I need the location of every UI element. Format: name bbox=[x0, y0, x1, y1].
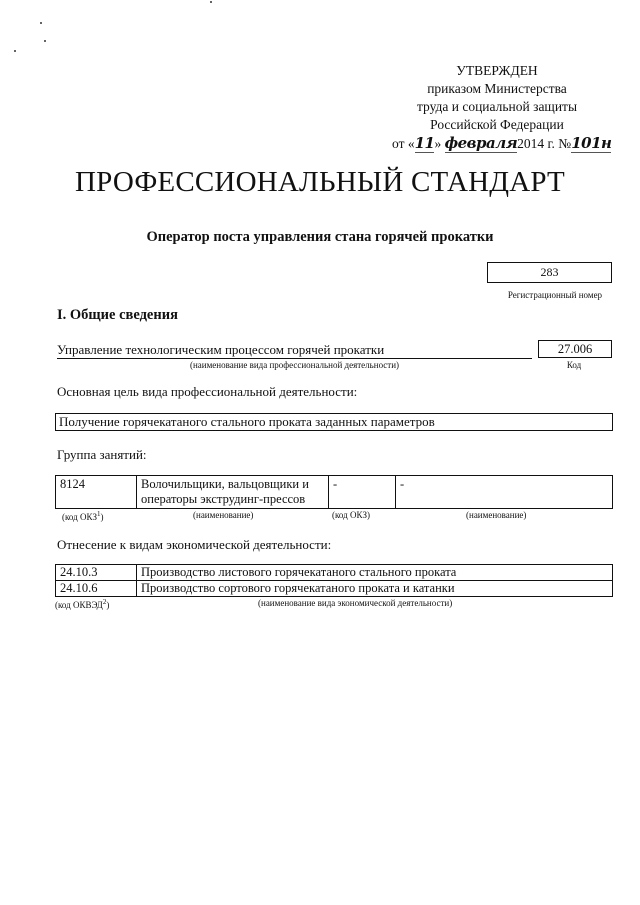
activity-code-box: 27.006 bbox=[538, 340, 612, 358]
group-label: Группа занятий: bbox=[57, 447, 147, 462]
date-prefix: от « bbox=[392, 136, 415, 151]
okz-code-caption-end: ) bbox=[100, 512, 104, 522]
okz-name-line-2: операторы экструдинг-прессов bbox=[141, 492, 306, 506]
okved-name-cell: Производство сортового горячекатаного проката и катанки bbox=[137, 581, 613, 597]
scan-speck bbox=[40, 22, 42, 24]
okved-label: Отнесение к видам экономической деятельности: bbox=[57, 537, 332, 552]
page-title: ПРОФЕССИОНАЛЬНЫЙ СТАНДАРТ bbox=[75, 166, 565, 198]
okz-name-cell bbox=[137, 476, 329, 509]
order-number: 101н bbox=[571, 134, 612, 152]
okved-table bbox=[55, 564, 613, 597]
activity-caption: (наименование вида профессиональной деятельности) bbox=[189, 360, 400, 370]
activity-name bbox=[57, 342, 532, 359]
occupation-group-table bbox=[55, 475, 613, 509]
footnote-mark: 1 bbox=[97, 510, 101, 518]
date-sep: » bbox=[434, 136, 445, 151]
okz-name-caption-2: (наименование) bbox=[466, 510, 527, 520]
approval-block bbox=[392, 62, 612, 153]
registration-number-box: 283 bbox=[487, 262, 612, 283]
okz-code-caption-text: (код ОКЗ bbox=[62, 512, 97, 522]
approval-line-3: труда и социальной защиты bbox=[416, 99, 578, 114]
scan-speck bbox=[210, 1, 212, 3]
approval-line-1: УТВЕРЖДЕН bbox=[456, 63, 538, 78]
page-subtitle: Оператор поста управления стана горячей прокатки bbox=[146, 229, 494, 245]
table-row bbox=[56, 476, 613, 509]
okz-code-cell-2: - bbox=[329, 476, 396, 509]
date-day: 11 bbox=[414, 134, 435, 152]
approval-date-line bbox=[392, 134, 612, 153]
approval-line-4: Российской Федерации bbox=[430, 117, 564, 132]
goal-box bbox=[55, 413, 613, 431]
okved-code-caption-end: ) bbox=[106, 600, 110, 610]
approval-line-2: приказом Министерства bbox=[427, 81, 567, 96]
okz-code-cell: 8124 bbox=[56, 476, 137, 509]
registration-number-label: Регистрационный номер bbox=[507, 290, 603, 300]
date-month: февраля bbox=[444, 134, 518, 152]
okved-code-caption-text: (код ОКВЭД bbox=[55, 600, 103, 610]
table-row bbox=[56, 581, 613, 597]
date-year: 2014 г. № bbox=[517, 136, 572, 151]
goal-text: Получение горячекатаного стального проката заданных параметров bbox=[59, 414, 435, 429]
activity-name-text: Управление технологическим процессом горячей прокатки bbox=[57, 342, 385, 357]
okz-code-caption bbox=[62, 510, 104, 522]
okz-name-caption: (наименование) bbox=[193, 510, 254, 520]
okved-code-caption bbox=[55, 598, 109, 610]
okz-name-line-1: Волочильщики, вальцовщики и bbox=[141, 477, 309, 491]
scan-speck bbox=[44, 40, 46, 42]
scan-speck bbox=[14, 50, 16, 52]
table-row bbox=[56, 565, 613, 581]
goal-label: Основная цель вида профессиональной деятельности: bbox=[57, 384, 358, 399]
footnote-mark: 2 bbox=[102, 598, 107, 606]
activity-code-caption: Код bbox=[566, 360, 582, 370]
okved-code-cell: 24.10.6 bbox=[56, 581, 137, 597]
okved-code-cell: 24.10.3 bbox=[56, 565, 137, 581]
okz-name-cell-2: - bbox=[396, 476, 613, 509]
section-heading: I. Общие сведения bbox=[57, 307, 178, 323]
okz-code-caption-2: (код ОКЗ) bbox=[332, 510, 370, 520]
okved-name-caption: (наименование вида экономической деятельности) bbox=[258, 598, 453, 608]
okved-name-cell: Производство листового горячекатаного стального проката bbox=[137, 565, 613, 581]
